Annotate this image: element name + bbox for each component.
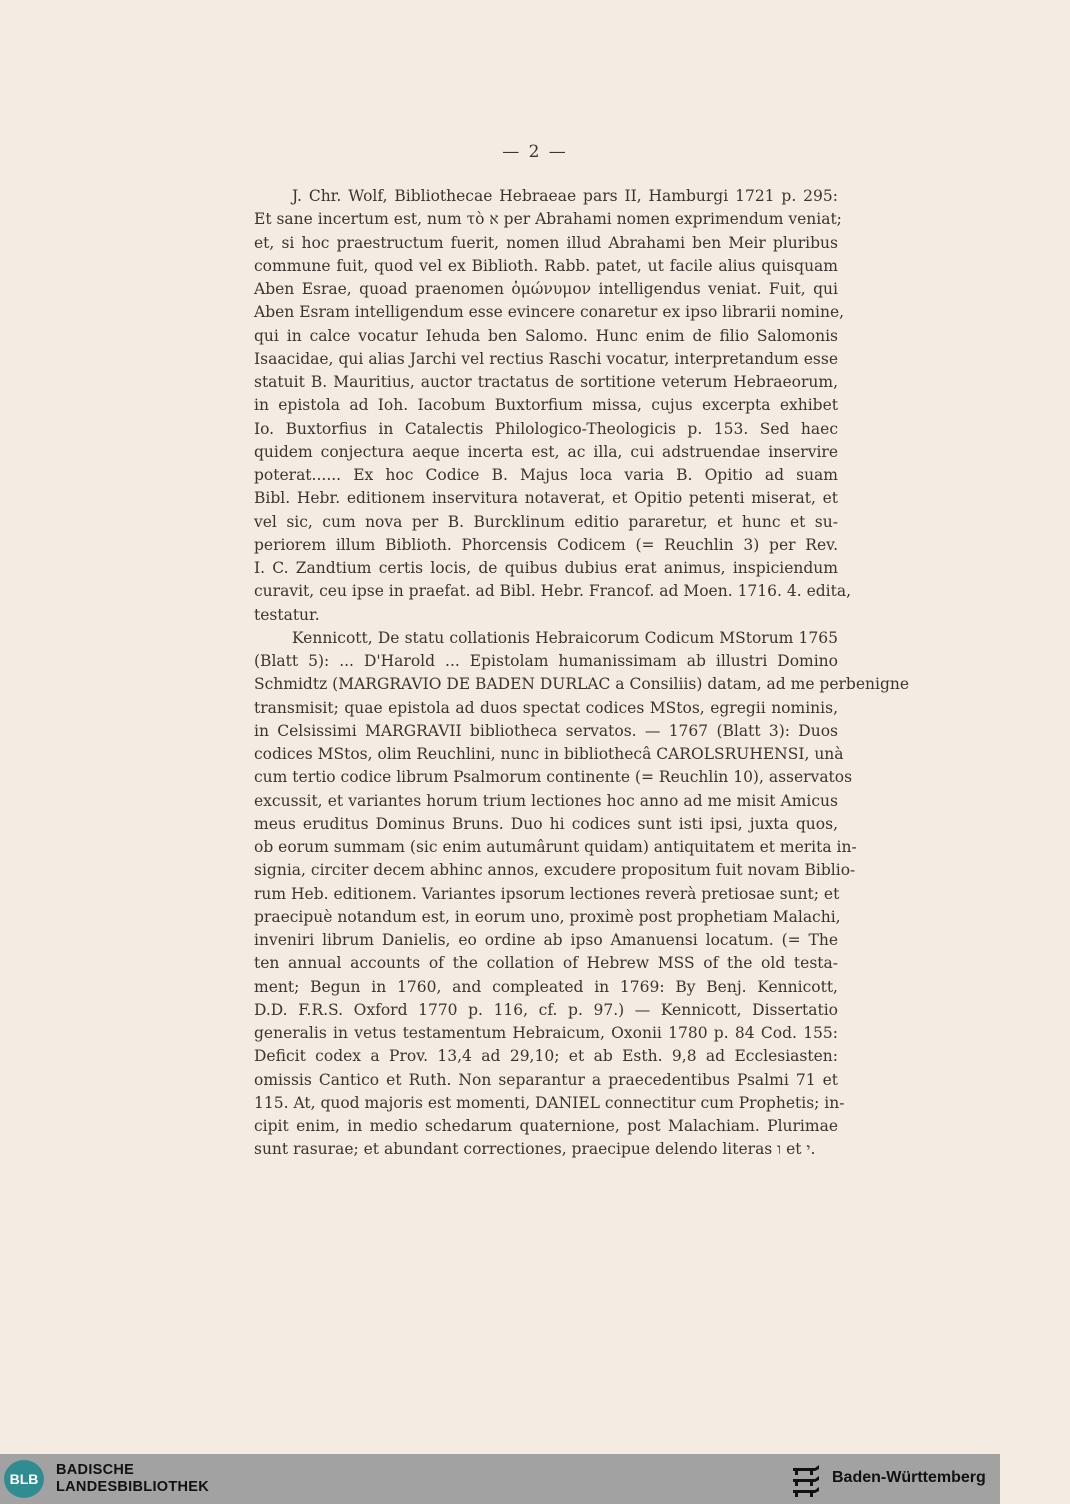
text-line: inveniri librum Danielis, eo ordine ab ipso Amanuensi locatum. (= The bbox=[254, 931, 838, 949]
text-line: in Celsissimi MARGRAVII bibliotheca servatos. — 1767 (Blatt 3): Duos bbox=[254, 721, 838, 740]
text-line: D.D. F.R.S. Oxford 1770 p. 116, cf. p. 97.) — Kennicott, Dissertatio bbox=[254, 1000, 838, 1019]
text-line: transmisit; quae epistola ad duos spectat codices MStos, egregii nominis, bbox=[254, 698, 838, 717]
text-line: codices MStos, olim Reuchlini, nunc in bibliothecâ CAROLSRUHENSI, unà bbox=[254, 745, 844, 763]
text-line: et, si hoc praestructum fuerit, nomen illud Abrahami ben Meir pluribus bbox=[254, 233, 838, 252]
text-line: excussit, et variantes horum trium lectiones hoc anno ad me misit Amicus bbox=[254, 791, 838, 810]
blb-logo[interactable]: BLB bbox=[4, 1460, 44, 1498]
text-line: Io. Buxtorfius in Catalectis Philologico-Theologicis p. 153. Sed haec bbox=[254, 419, 838, 438]
text-line: curavit, ceu ipse in praefat. ad Bibl. Hebr. Francof. ad Moen. 1716. 4. edita, bbox=[254, 582, 852, 601]
text-line: ment; Begun in 1760, and compleated in 1769: By Benj. Kennicott, bbox=[254, 977, 838, 996]
text-line: 115. At, quod majoris est momenti, DANIEL connectitur cum Prophetis; in- bbox=[254, 1093, 845, 1112]
text-line: testatur. bbox=[254, 605, 320, 624]
text-line: periorem illum Biblioth. Phorcensis Codicem (= Reuchlin 3) per Rev. bbox=[254, 535, 838, 554]
body-text bbox=[254, 185, 910, 1162]
text-line: in epistola ad Ioh. Iacobum Buxtorfium missa, cujus excerpta exhibet bbox=[254, 396, 838, 415]
text-line: cipit enim, in medio schedarum quaternione, post Malachiam. Plurimae bbox=[254, 1117, 838, 1135]
text-line: statuit B. Mauritius, auctor tractatus de sortitione veterum Hebraeorum, bbox=[254, 373, 838, 391]
text-line: (Blatt 5): ... D'Harold ... Epistolam humanissimam ab illustri Domino bbox=[254, 652, 838, 670]
text-line: Aben Esrae, quoad praenomen ὁμώνυμον intelligendus veniat. Fuit, qui bbox=[254, 280, 838, 298]
text-line: Aben Esram intelligendum esse evincere conaretur ex ipso librarii nomine, bbox=[254, 303, 845, 322]
text-line: ob eorum summam (sic enim autumârunt quidam) antiquitatem et merita in- bbox=[254, 838, 857, 856]
text-line: Schmidtz (MARGRAVIO DE BADEN DURLAC a Consiliis) datam, ad me perbenigne bbox=[254, 675, 910, 694]
text-line: Kennicott, De statu collationis Hebraicorum Codicum MStorum 1765 bbox=[292, 628, 838, 647]
text-line: I. C. Zandtium certis locis, de quibus dubius erat animus, inspiciendum bbox=[254, 559, 838, 577]
text-line: sunt rasurae; et abundant correctiones, praecipue delendo literas ו et י. bbox=[254, 1140, 816, 1159]
text-line: qui in calce vocatur Iehuda ben Salomo. Hunc enim de filio Salomonis bbox=[254, 326, 838, 345]
text-line: meus eruditus Dominus Bruns. Duo hi codices sunt isti ipsi, juxta quos, bbox=[254, 814, 838, 833]
text-line: signia, circiter decem abhinc annos, excudere propositum fuit novam Biblio- bbox=[254, 861, 856, 880]
text-line: commune fuit, quod vel ex Biblioth. Rabb. patet, ut facile alius quisquam bbox=[254, 256, 838, 275]
text-line: Deficit codex a Prov. 13,4 ad 29,10; et ab Esth. 9,8 ad Ecclesiasten: bbox=[254, 1047, 838, 1066]
text-line: ten annual accounts of the collation of Hebrew MSS of the old testa- bbox=[254, 954, 838, 973]
text-line: Et sane incertum est, num τὸ א per Abrahami nomen exprimendum veniat; bbox=[254, 210, 842, 229]
blb-name-line1: BADISCHE bbox=[56, 1462, 135, 1478]
page-number: — 2 — bbox=[502, 142, 568, 162]
bw-name[interactable]: Baden-Württemberg bbox=[832, 1469, 986, 1486]
text-line: J. Chr. Wolf, Bibliothecae Hebraeae pars II, Hamburgi 1721 p. 295: bbox=[292, 187, 838, 205]
text-line: cum tertio codice librum Psalmorum continente (= Reuchlin 10), asservatos bbox=[254, 768, 853, 787]
text-line: vel sic, cum nova per B. Burcklinum editio pararetur, et hunc et su- bbox=[254, 512, 838, 531]
lions-crest-icon bbox=[790, 1462, 822, 1498]
text-line: omissis Cantico et Ruth. Non separantur a praecedentibus Psalmi 71 et bbox=[254, 1070, 838, 1089]
text-line: generalis in vetus testamentum Hebraicum, Oxonii 1780 p. 84 Cod. 155: bbox=[254, 1024, 838, 1042]
blb-name[interactable] bbox=[56, 1462, 209, 1496]
blb-name-line2: LANDESBIBLIOTHEK bbox=[56, 1479, 210, 1495]
text-line: poterat...... Ex hoc Codice B. Majus loca varia B. Opitio ad suam bbox=[254, 466, 838, 484]
footer-bar bbox=[0, 1454, 1000, 1504]
text-line: Isaacidae, qui alias Jarchi vel rectius Raschi vocatur, interpretandum esse bbox=[254, 349, 838, 368]
text-line: rum Heb. editionem. Variantes ipsorum lectiones reverà pretiosae sunt; et bbox=[254, 884, 840, 903]
text-line: praecipuè notandum est, in eorum uno, proximè post prophetiam Malachi, bbox=[254, 907, 841, 926]
text-line: quidem conjectura aeque incerta est, ac illa, cui adstruendae inservire bbox=[254, 442, 838, 461]
text-line: Bibl. Hebr. editionem inservitura notaverat, et Opitio petenti miserat, et bbox=[254, 489, 838, 508]
